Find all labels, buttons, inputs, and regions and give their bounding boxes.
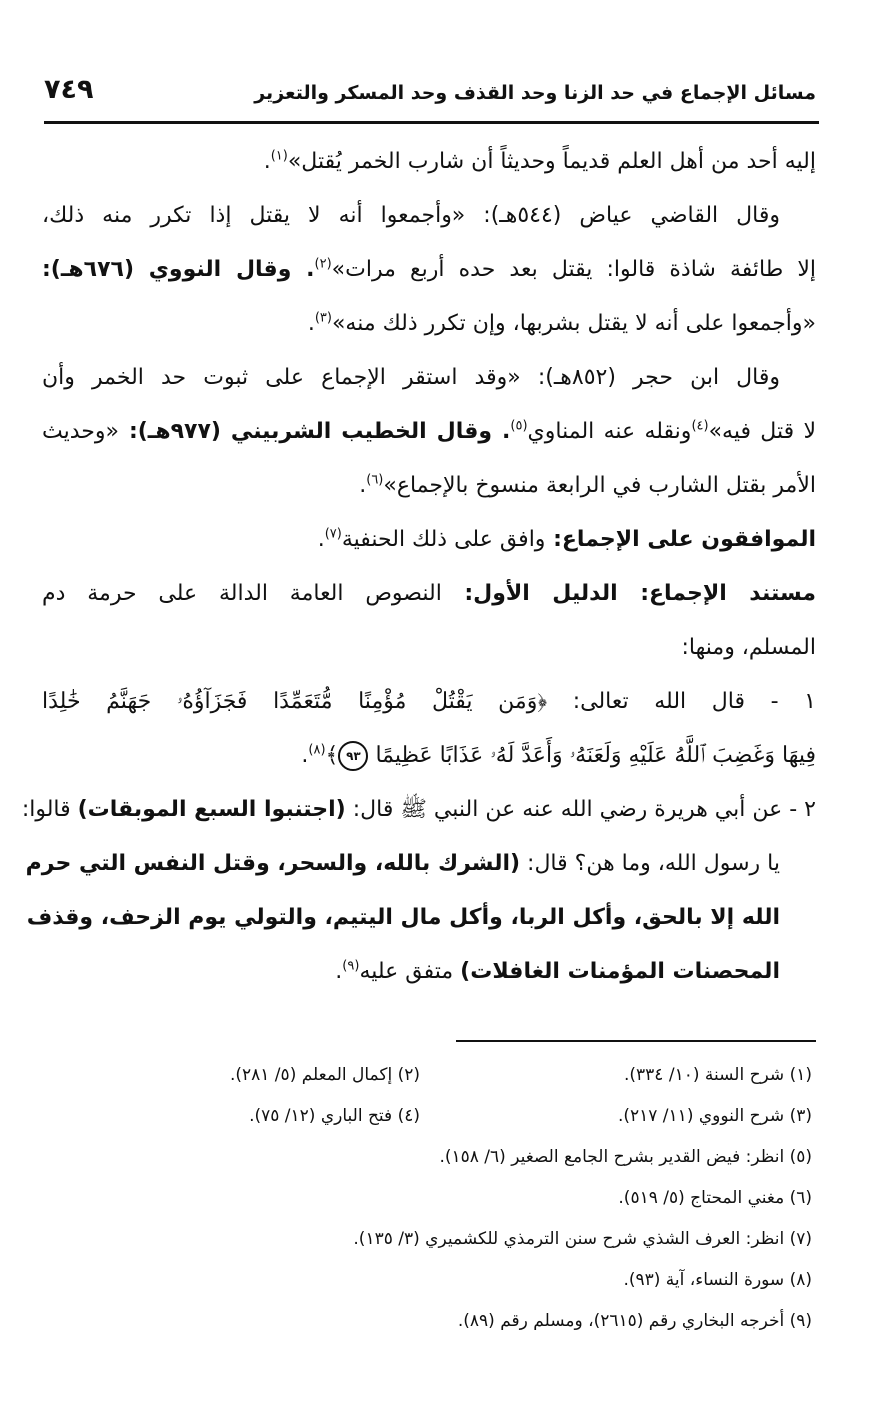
text-line-13: ٢ - عن أبي هريرة رضي الله عنه عن النبي ﷺ قال: (اجتنبوا السبع الموبقات) قالوا: xyxy=(21,797,816,822)
footnote-5: (٥) انظر: فيض القدير بشرح الجامع الصغير (٦/ ١٥٨). xyxy=(439,1147,812,1167)
footnote-ref: (٨) xyxy=(308,742,326,758)
footnote-9: (٩) أخرجه البخاري رقم (٢٦١٥)، ومسلم رقم (٨٩). xyxy=(457,1311,812,1331)
footnote-ref: (١) xyxy=(270,148,288,164)
section-heading: الموافقون على الإجماع: xyxy=(545,527,816,552)
footnote-ref: (٥) xyxy=(510,418,528,434)
text-line-2: وقال القاضي عياض (٥٤٤هـ): «وأجمعوا أنه لا يقتل إذا تكرر منه ذلك، xyxy=(42,203,780,228)
footnote-ref: (٧) xyxy=(324,526,342,542)
text-line-5: وقال ابن حجر (٨٥٢هـ): «وقد استقر الإجماع على ثبوت حد الخمر وأن xyxy=(42,365,781,390)
text-line-10: المسلم، ومنها: xyxy=(681,635,816,660)
text-line-14: يا رسول الله، وما هن؟ قال: (الشرك بالله، والسحر، وقتل النفس التي حرم xyxy=(25,851,780,876)
text-line-6: لا قتل فيه»$^{(٤)}$ونقله عنه المناوي$^{(٥)}$. وقال الخطيب الشربيني (٩٧٧هـ): «وحديث xyxy=(42,418,816,444)
footnote-ref: (٣) xyxy=(314,310,332,326)
text-line-1: إليه أحد من أهل العلم قديماً وحديثاً أن شارب الخمر يُقتل»$^{(١)}$. xyxy=(263,148,816,174)
footnote-8: (٨) سورة النساء، آية (٩٣). xyxy=(623,1270,812,1290)
text-line-4: «وأجمعوا على أنه لا يقتل بشربها، وإن تكرر ذلك منه»$^{(٣)}$. xyxy=(307,310,816,336)
section-heading: مستند الإجماع: الدليل الأول: xyxy=(441,581,816,606)
footnote-2: (٢) إكمال المعلم (٥/ ٢٨١). xyxy=(229,1065,420,1085)
footnotes xyxy=(60,1055,812,1342)
footnote-3: (٣) شرح النووي (١١/ ٢١٧). xyxy=(617,1106,812,1126)
text-line-7: الأمر بقتل الشارب في الرابعة منسوخ بالإجماع»$^{(٦)}$. xyxy=(359,472,816,498)
footnote-6: (٦) مغني المحتاج (٥/ ٥١٩). xyxy=(618,1188,812,1208)
quran-verse: فِيهَا وَغَضِبَ ٱللَّهُ عَلَيْهِ وَلَعَنَهُۥ وَأَعَدَّ لَهُۥ عَذَابًا عَظِيمًا xyxy=(375,743,816,768)
page-header xyxy=(44,70,816,120)
quran-verse: ﴿وَمَن يَقْتُلْ مُؤْمِنًا مُّتَعَمِّدًا فَجَزَآؤُهُۥ جَهَنَّمُ خَٰلِدًا xyxy=(42,689,548,714)
page-number: ٧٤٩ xyxy=(44,74,94,105)
footnote-1: (١) شرح السنة (١٠/ ٣٣٤). xyxy=(623,1065,812,1085)
text-line-11: ١ - قال الله تعالى: ﴿وَمَن يَقْتُلْ مُؤْمِنًا مُّتَعَمِّدًا فَجَزَآؤُهُۥ جَهَنَّمُ خَٰلِدًا xyxy=(42,689,816,714)
header-rule xyxy=(44,121,819,124)
footnote-7: (٧) انظر: العرف الشذي شرح سنن الترمذي للكشميري (٣/ ١٣٥). xyxy=(353,1229,812,1249)
footnote-ref: (٩) xyxy=(342,958,360,974)
text-line-16: المحصنات المؤمنات الغافلات) متفق عليه$^{(٩)}$. xyxy=(335,958,780,984)
footnote-row xyxy=(60,1055,812,1096)
text-line-15: الله إلا بالحق، وأكل الربا، وأكل مال اليتيم، والتولي يوم الزحف، وقذف xyxy=(26,905,780,930)
text-line-12: فِيهَا وَغَضِبَ ٱللَّهُ عَلَيْهِ وَلَعَنَهُۥ وَأَعَدَّ لَهُۥ عَذَابًا عَظِيمًا ٩٣﴾$^{(٨)}$. xyxy=(42,729,816,783)
text-line-3: إلا طائفة شاذة قالوا: يقتل بعد حده أربع مرات»$^{(٢)}$. وقال النووي (٦٧٦هـ): xyxy=(42,256,816,282)
text-line-9: مستند الإجماع: الدليل الأول: النصوص العامة الدالة على حرمة دم xyxy=(42,581,816,606)
ayah-number-icon: ٩٣ xyxy=(338,741,368,771)
footnote-separator xyxy=(456,1040,816,1042)
footnote-ref: (٦) xyxy=(366,472,384,488)
running-title: مسائل الإجماع في حد الزنا وحد القذف وحد المسكر والتعزير xyxy=(254,82,816,104)
footnote-ref: (٤) xyxy=(691,418,709,434)
footnote-4: (٤) فتح الباري (١٢/ ٧٥). xyxy=(249,1106,420,1126)
footnote-ref: (٢) xyxy=(314,256,332,272)
main-text xyxy=(21,135,816,999)
text-line-8: الموافقون على الإجماع: وافق على ذلك الحنفية$^{(٧)}$. xyxy=(317,526,816,552)
footnote-row xyxy=(60,1096,812,1137)
